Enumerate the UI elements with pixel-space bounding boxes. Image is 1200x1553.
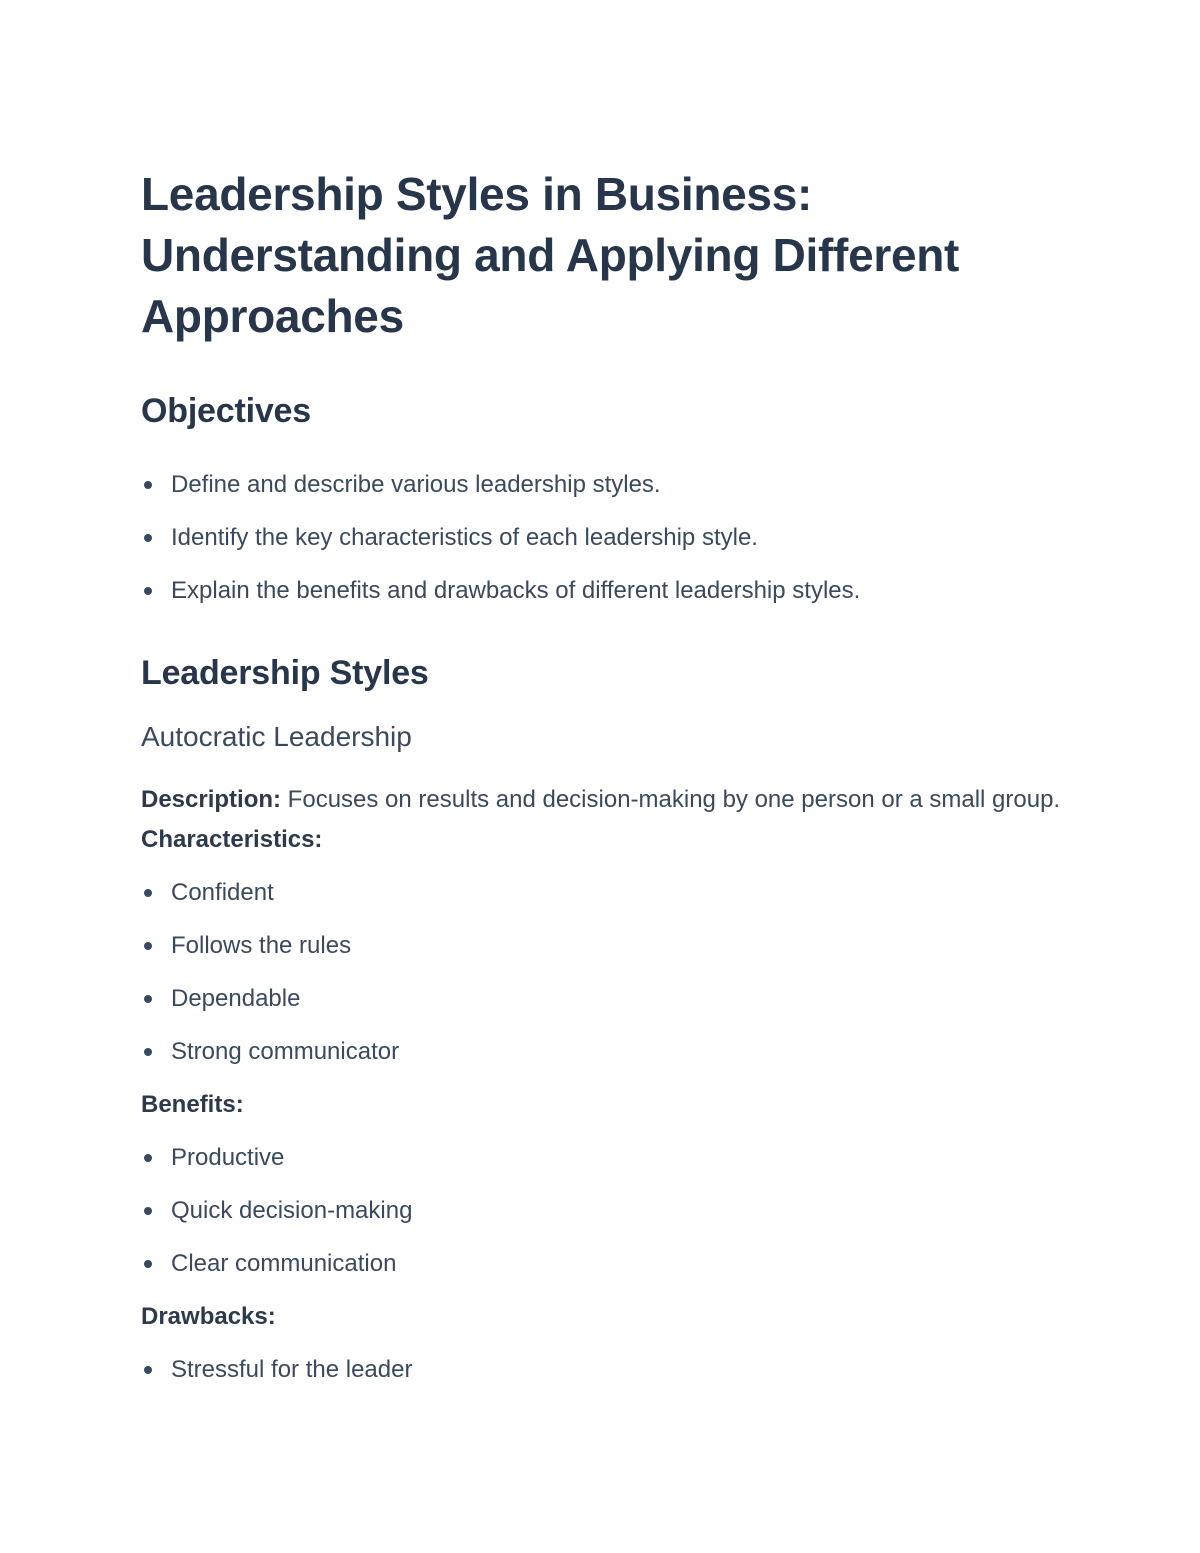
list-item: Strong communicator: [141, 1025, 1061, 1078]
list-item: Productive: [141, 1131, 1061, 1184]
document-title: Leadership Styles in Business: Understanding and Applying Different Approaches: [141, 168, 960, 342]
bullet-icon: [144, 587, 152, 595]
objectives-heading: Objectives: [141, 392, 311, 430]
bullet-icon: [144, 1048, 152, 1056]
bullet-icon: [144, 481, 152, 489]
benefits-list: [141, 1131, 1061, 1290]
benefits-label: Benefits:: [141, 1091, 244, 1118]
autocratic-heading: Autocratic Leadership: [141, 721, 412, 752]
bullet-icon: [144, 995, 152, 1003]
bullet-icon: [144, 889, 152, 897]
list-item: Stressful for the leader: [141, 1343, 1061, 1396]
characteristics-label: Characteristics:: [141, 826, 323, 853]
drawbacks-list: [141, 1343, 1061, 1396]
bullet-icon: [144, 942, 152, 950]
drawbacks-label: Drawbacks:: [141, 1303, 276, 1330]
list-item: Follows the rules: [141, 919, 1061, 972]
list-item: Identify the key characteristics of each leadership style.: [141, 511, 1061, 564]
objectives-list: [141, 458, 1061, 617]
bullet-icon: [144, 1366, 152, 1374]
document-page: [141, 164, 1061, 1396]
bullet-icon: [144, 1260, 152, 1268]
bullet-icon: [144, 1207, 152, 1215]
description-label: Description:: [141, 786, 282, 813]
list-item: Dependable: [141, 972, 1061, 1025]
list-item: Confident: [141, 866, 1061, 919]
list-item: Define and describe various leadership styles.: [141, 458, 1061, 511]
list-item: Quick decision-making: [141, 1184, 1061, 1237]
bullet-icon: [144, 1154, 152, 1162]
bullet-icon: [144, 534, 152, 542]
characteristics-list: [141, 866, 1061, 1078]
list-item: Explain the benefits and drawbacks of different leadership styles.: [141, 564, 1061, 617]
leadership-styles-heading: Leadership Styles: [141, 654, 429, 692]
description-text: Focuses on results and decision-making by one person or a small group.: [281, 786, 1061, 813]
autocratic-description: [141, 780, 1061, 860]
list-item: Clear communication: [141, 1237, 1061, 1290]
